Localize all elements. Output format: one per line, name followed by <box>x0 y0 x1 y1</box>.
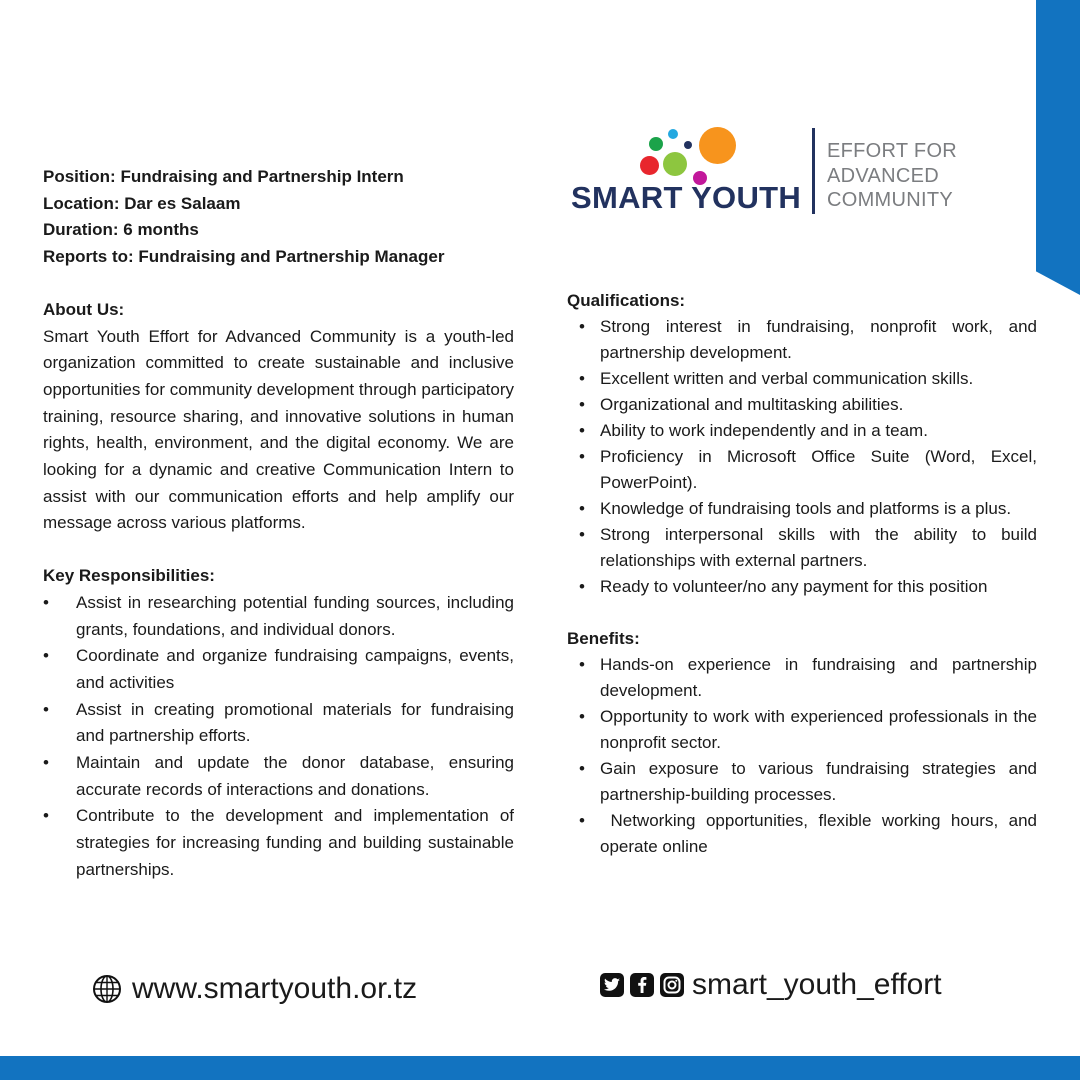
list-item: • Ability to work independently and in a team. <box>567 418 1037 444</box>
social-handle[interactable]: smart_youth_effort <box>692 968 942 1001</box>
list-item: • Assist in creating promotional materials for fundraising and partnership efforts. <box>43 697 514 750</box>
logo-tagline-line: EFFORT FOR <box>827 140 958 162</box>
globe-icon <box>92 974 122 1004</box>
list-item: • Networking opportunities, flexible working hours, and operate online <box>567 808 1037 860</box>
facebook-icon[interactable] <box>630 973 654 997</box>
list-item: • Coordinate and organize fundraising campaigns, events, and activities <box>43 643 514 696</box>
list-item: • Strong interest in fundraising, nonprofit work, and partnership development. <box>567 314 1037 366</box>
website-url[interactable]: www.smartyouth.or.tz <box>132 972 418 1005</box>
instagram-icon[interactable] <box>660 973 684 997</box>
list-item: • Maintain and update the donor database, ensuring accurate records of interactions and donations. <box>43 750 514 803</box>
responsibilities-heading: Key Responsibilities: <box>43 566 215 586</box>
logo-tagline-line: COMMUNITY <box>827 189 954 211</box>
about-text: Smart Youth Effort for Advanced Community is a youth-led organization committed to create sustainable and inclusive opportunities for community development through participatory training, resource sharing, and innovative solutions in human rights, health, environment, and the digital economy. We are looking for a dynamic and creative Communication Intern to assist with our communication efforts and help amplify our message across various platforms. <box>43 326 514 533</box>
position-reports-to: Reports to: Fundraising and Partnership Manager <box>43 247 445 267</box>
list-item: • Knowledge of fundraising tools and platforms is a plus. <box>567 496 1037 522</box>
logo-dot-green <box>649 137 663 151</box>
logo-dot-cyan <box>668 129 678 139</box>
logo-dot-red <box>640 156 659 175</box>
accent-bottom-bar <box>0 1056 1080 1080</box>
accent-side-bar <box>1036 0 1080 295</box>
logo-dot-lime <box>663 152 687 176</box>
benefits-heading: Benefits: <box>567 629 640 648</box>
responsibilities-list <box>43 590 514 884</box>
list-item: • Organizational and multitasking abilities. <box>567 392 1037 418</box>
logo-tagline-line: ADVANCED <box>827 164 940 187</box>
list-item: • Contribute to the development and implementation of strategies for increasing funding and building sustainable partnerships. <box>43 803 514 883</box>
list-item: • Hands-on experience in fundraising and partnership development. <box>567 652 1037 704</box>
smart-youth-logo <box>568 125 968 225</box>
list-item: • Excellent written and verbal communication skills. <box>567 366 1037 392</box>
position-duration: Duration: 6 months <box>43 220 199 240</box>
list-item: • Proficiency in Microsoft Office Suite (Word, Excel, PowerPoint). <box>567 444 1037 496</box>
list-item: • Assist in researching potential funding sources, including grants, foundations, and individual donors. <box>43 590 514 643</box>
logo-wordmark: SMART YOUTH <box>571 180 802 215</box>
right-column <box>567 288 1042 860</box>
list-item: • Opportunity to work with experienced professionals in the nonprofit sector. <box>567 704 1037 756</box>
logo-dot-navy <box>684 141 692 149</box>
list-item: • Strong interpersonal skills with the ability to build relationships with external partners. <box>567 522 1037 574</box>
benefits-list <box>567 652 1042 860</box>
position-title: Position: Fundraising and Partnership Intern <box>43 167 404 186</box>
website-link[interactable] <box>92 972 417 1006</box>
qualifications-heading: Qualifications: <box>567 291 686 310</box>
about-heading: About Us: <box>43 299 125 319</box>
social-links <box>600 968 942 1002</box>
position-details <box>43 164 514 271</box>
twitter-icon[interactable] <box>600 973 624 997</box>
logo-divider <box>812 128 815 214</box>
left-column <box>43 164 514 884</box>
position-location: Location: Dar es Salaam <box>43 193 241 213</box>
list-item: • Ready to volunteer/no any payment for this position <box>567 574 1037 600</box>
logo-tagline <box>827 139 957 213</box>
qualifications-list <box>567 314 1037 600</box>
list-item: • Gain exposure to various fundraising strategies and partnership-building processes. <box>567 756 1037 808</box>
logo-dot-orange <box>699 127 736 164</box>
